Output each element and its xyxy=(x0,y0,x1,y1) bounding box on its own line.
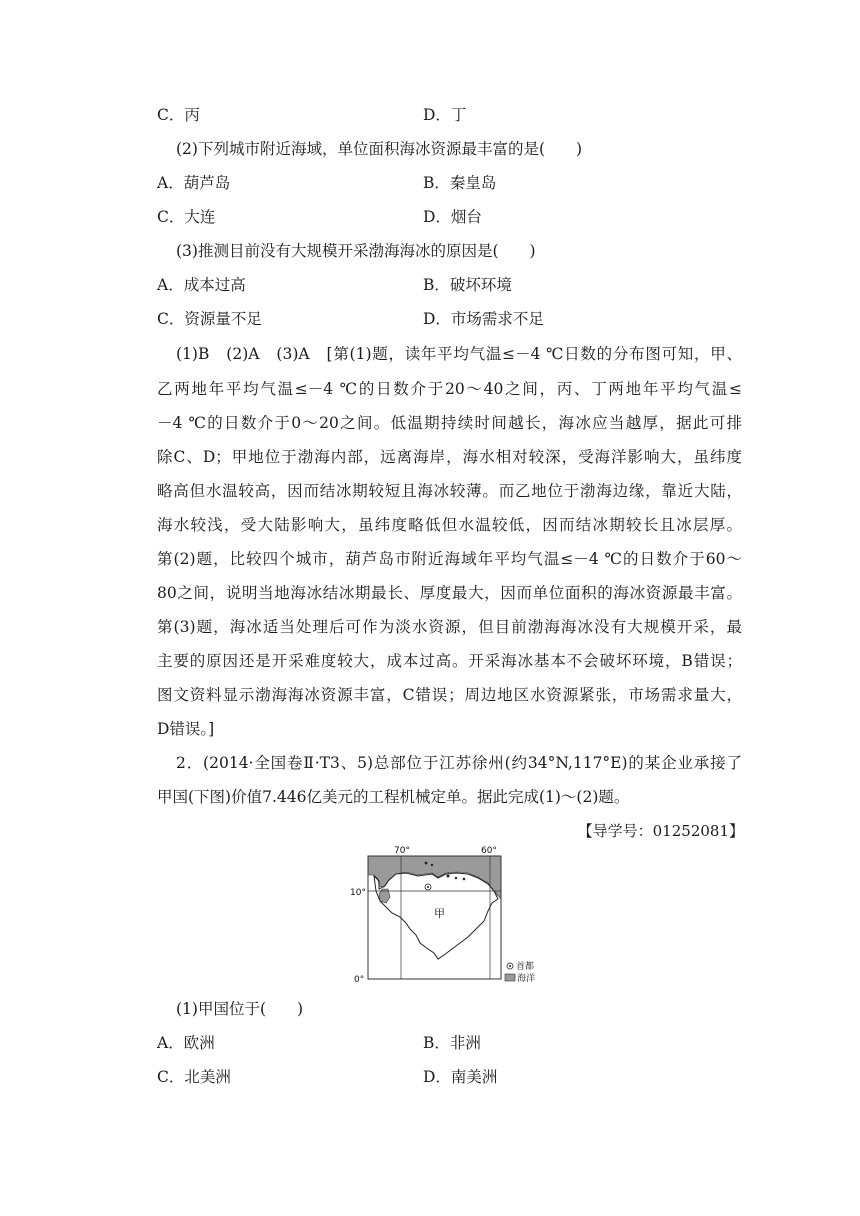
answer-line: (1)B (2)A (3)A [第(1)题，读年平均气温≤－4 ℃日数的分布图可知，甲、 xyxy=(176,345,742,363)
question-2-intro: 2．(2014·全国卷Ⅱ·T3、5)总部位于江苏徐州(约34°N,117°E)的某企业承接了 xyxy=(176,754,742,772)
option-d-prev: D．丁 xyxy=(423,106,467,124)
island xyxy=(447,875,450,878)
answer-line: 主要的原因还是开采难度较大，成本过高。开采海冰基本不会破坏环境，B错误； xyxy=(157,652,742,670)
question-3-stem: (3)推测目前没有大规模开采渤海海冰的原因是( ) xyxy=(176,242,536,260)
island xyxy=(463,878,466,881)
answer-line: 图文资料显示渤海海冰资源丰富，C错误；周边地区水资源紧张，市场需求量大， xyxy=(157,686,742,704)
answer-line: 乙两地年平均气温≤－4 ℃的日数介于20～40之间，丙、丁两地年平均气温≤ xyxy=(157,380,742,398)
legend-ocean-label: 海洋 xyxy=(517,974,536,984)
sub1-option-c: C．北美洲 xyxy=(157,1068,231,1086)
answer-line: 第(3)题，海冰适当处理后可作为淡水资源，但目前渤海海冰没有大规模开采，最 xyxy=(157,618,742,636)
island xyxy=(455,877,457,879)
sub-question-1-stem: (1)甲国位于( ) xyxy=(176,1000,304,1018)
sub1-option-a: A．欧洲 xyxy=(157,1034,215,1052)
answer-line: D错误。] xyxy=(157,720,215,738)
legend-capital-label: 首都 xyxy=(516,962,535,972)
q2-option-b: B．秦皇岛 xyxy=(423,174,497,192)
country-map xyxy=(348,843,552,989)
answer-line: －4 ℃的日数介于0～20之间。低温期持续时间越长，海冰应当越厚，据此可排 xyxy=(157,414,742,432)
option-c-prev: C．丙 xyxy=(157,106,200,124)
sub1-option-d: D．南美洲 xyxy=(423,1068,498,1086)
q3-option-d: D．市场需求不足 xyxy=(423,310,544,328)
legend-ocean-swatch xyxy=(505,974,515,981)
q3-option-a: A．成本过高 xyxy=(157,276,246,294)
lon-label-70: 70° xyxy=(394,846,410,856)
answer-line: 除C、D；甲地位于渤海内部，远离海岸，海水相对较深，受海洋影响大，虽纬度 xyxy=(157,448,742,466)
lat-label-0: 0° xyxy=(354,975,365,985)
q2-option-c: C．大连 xyxy=(157,208,216,226)
lat-label-10: 10° xyxy=(350,888,366,898)
answer-line: 第(2)题，比较四个城市，葫芦岛市附近海域年平均气温≤－4 ℃的日数介于60～ xyxy=(157,550,742,568)
answer-line: 海水较浅，受大陆影响大，虽纬度略低但水温较低，因而结冰期较长且冰层厚。 xyxy=(157,516,742,534)
q2-option-a: A．葫芦岛 xyxy=(157,174,231,192)
guide-number: 【导学号：01252081】 xyxy=(577,822,744,840)
q3-option-b: B．破坏环境 xyxy=(423,276,512,294)
island xyxy=(425,862,428,865)
answer-line: 略高但水温较高，因而结冰期较短且海冰较薄。而乙地位于渤海边缘，靠近大陆， xyxy=(157,482,742,500)
q2-option-d: D．烟台 xyxy=(423,208,482,226)
question-2-intro-cont: 甲国(下图)价值7.446亿美元的工程机械定单。据此完成(1)～(2)题。 xyxy=(157,788,630,806)
answer-line: 80之间，说明当地海冰结冰期最长、厚度最大，因而单位面积的海冰资源最丰富。 xyxy=(157,584,742,602)
country-label: 甲 xyxy=(434,907,445,920)
question-2-stem: (2)下列城市附近海域，单位面积海冰资源最丰富的是( ) xyxy=(176,140,583,158)
lon-label-60: 60° xyxy=(481,846,497,856)
q3-option-c: C．资源量不足 xyxy=(157,310,262,328)
sub1-option-b: B．非洲 xyxy=(423,1034,481,1052)
island xyxy=(431,864,433,866)
